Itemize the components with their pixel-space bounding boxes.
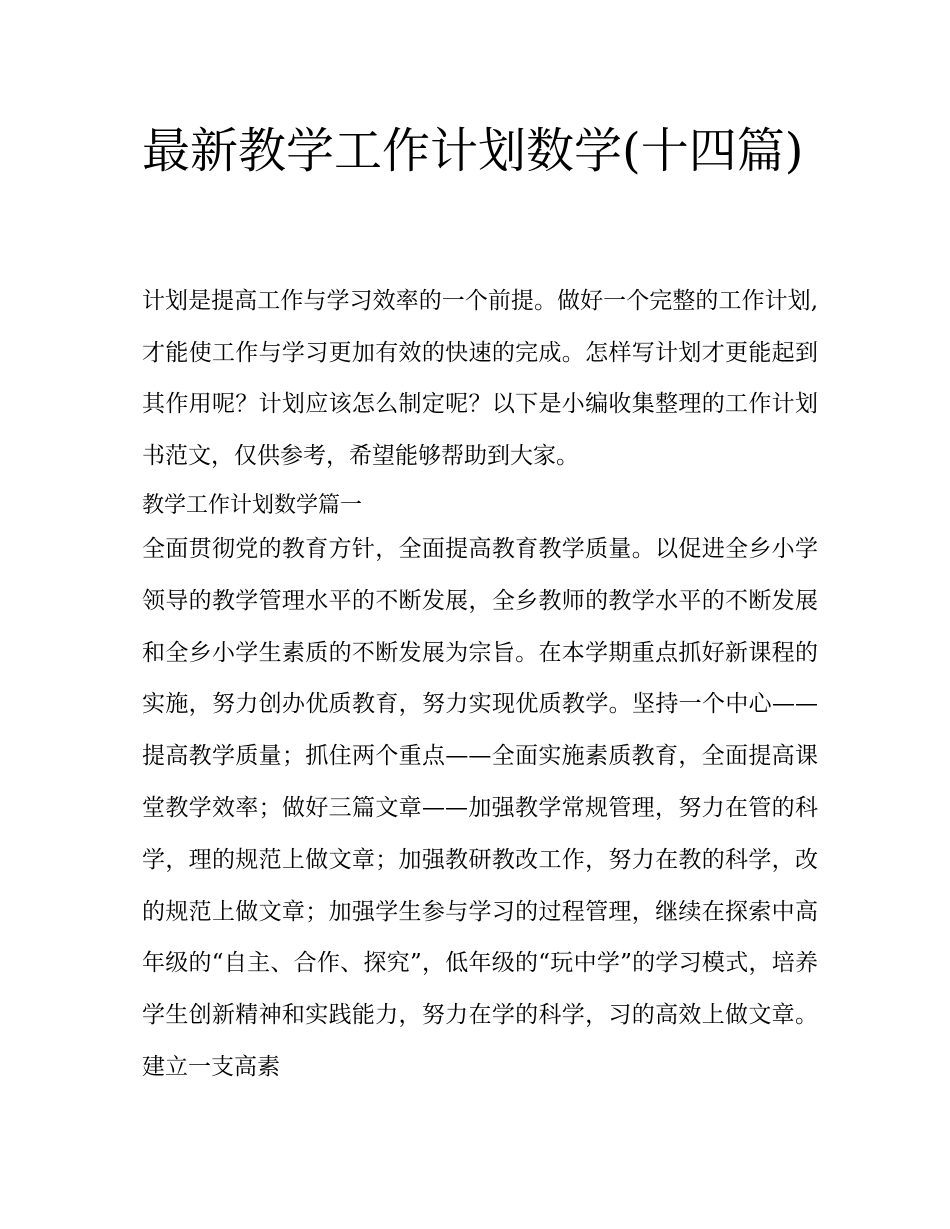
section-heading: 教学工作计划数学篇一 [142,493,363,518]
document-title: 最新教学工作计划数学(十四篇) [142,123,804,179]
body-paragraph: 全面贯彻党的教育方针，全面提高教育教学质量。以促进全乡小学领导的教学管理水平的不断发展，全乡教师的教学水平的不断发展和全乡小学生素质的不断发展为宗旨。在本学期重点抓好新课程的实施，努力创办优质教育，努力实现优质教学。坚持一个中心——提高教学质量；抓住两个重点——全面实施素质教育，全面提高课堂教学效率；做好三篇文章——加强教学常规管理，努力在管的科学，理的规范上做文章；加强教研教改工作，努力在教的科学，改的规范上做文章；加强学生参与学习的过程管理，继续在探索中高年级的“自主、合作、探究”，低年级的“玩中学”的学习模式，培养学生创新精神和实践能力，努力在学的科学，习的高效上做文章。建立一支高素 [142,536,818,1080]
intro-paragraph: 计划是提高工作与学习效率的一个前提。做好一个完整的工作计划,才能使工作与学习更加有效的快速的完成。怎样写计划才更能起到其作用呢？计划应该怎么制定呢？以下是小编收集整理的工作计划书范文，仅供参考，希望能够帮助到大家。 [142,288,818,469]
